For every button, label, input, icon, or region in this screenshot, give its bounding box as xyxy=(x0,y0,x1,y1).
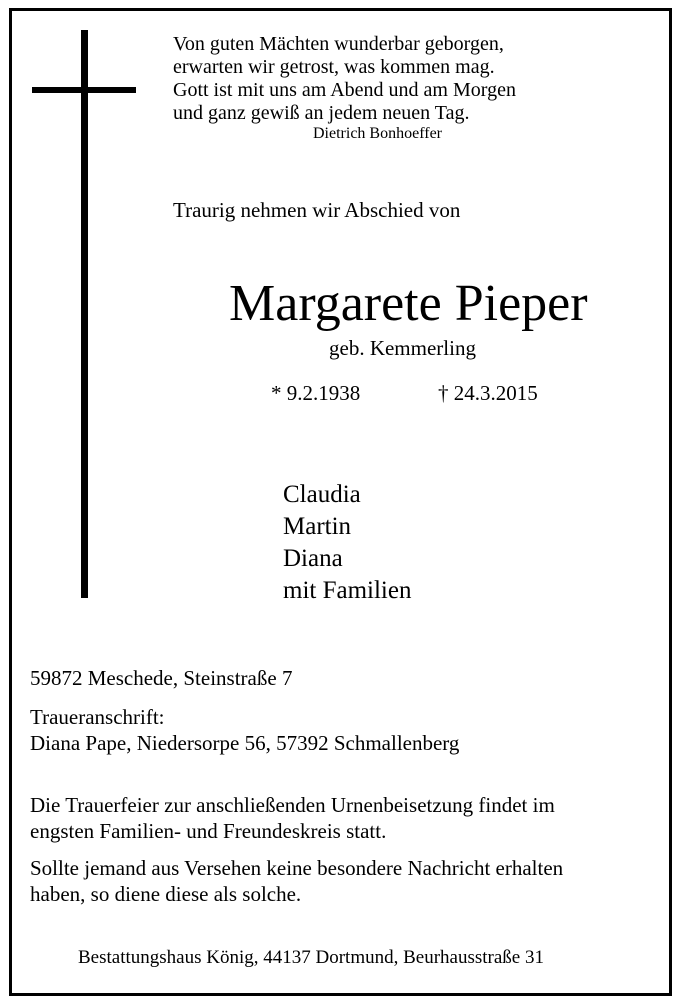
poem-line: Gott ist mit uns am Abend und am Morgen xyxy=(173,79,516,101)
notice-line: haben, so diene diese als solche. xyxy=(30,882,302,906)
mourning-address-value: Diana Pape, Niedersorpe 56, 57392 Schmallenberg xyxy=(30,731,460,755)
mourner-name: mit Familien xyxy=(283,577,412,604)
cross-horizontal-bar xyxy=(32,87,136,93)
poem-author: Dietrich Bonhoeffer xyxy=(313,125,442,142)
notice-line: Die Trauerfeier zur anschließenden Urnenbeisetzung findet im xyxy=(30,793,555,817)
death-date: † 24.3.2015 xyxy=(438,381,538,405)
notice-line: engsten Familien- und Freundeskreis statt. xyxy=(30,819,387,843)
residence-address: 59872 Meschede, Steinstraße 7 xyxy=(30,666,293,690)
birth-name: geb. Kemmerling xyxy=(329,336,476,360)
notice-line: Sollte jemand aus Versehen keine besondere Nachricht erhalten xyxy=(30,856,564,880)
birth-date: * 9.2.1938 xyxy=(271,381,361,405)
mourning-address-label: Traueranschrift: xyxy=(30,705,165,729)
cross-vertical-bar xyxy=(81,30,88,598)
funeral-home: Bestattungshaus König, 44137 Dortmund, Beurhausstraße 31 xyxy=(78,947,544,968)
deceased-name: Margarete Pieper xyxy=(229,275,588,332)
mourner-name: Claudia xyxy=(283,481,361,508)
poem-line: erwarten wir getrost, was kommen mag. xyxy=(173,56,495,78)
mourner-name: Martin xyxy=(283,513,352,540)
poem-line: Von guten Mächten wunderbar geborgen, xyxy=(173,33,504,55)
intro-text: Traurig nehmen wir Abschied von xyxy=(173,198,461,222)
mourner-name: Diana xyxy=(283,545,343,572)
poem-line: und ganz gewiß an jedem neuen Tag. xyxy=(173,102,470,124)
